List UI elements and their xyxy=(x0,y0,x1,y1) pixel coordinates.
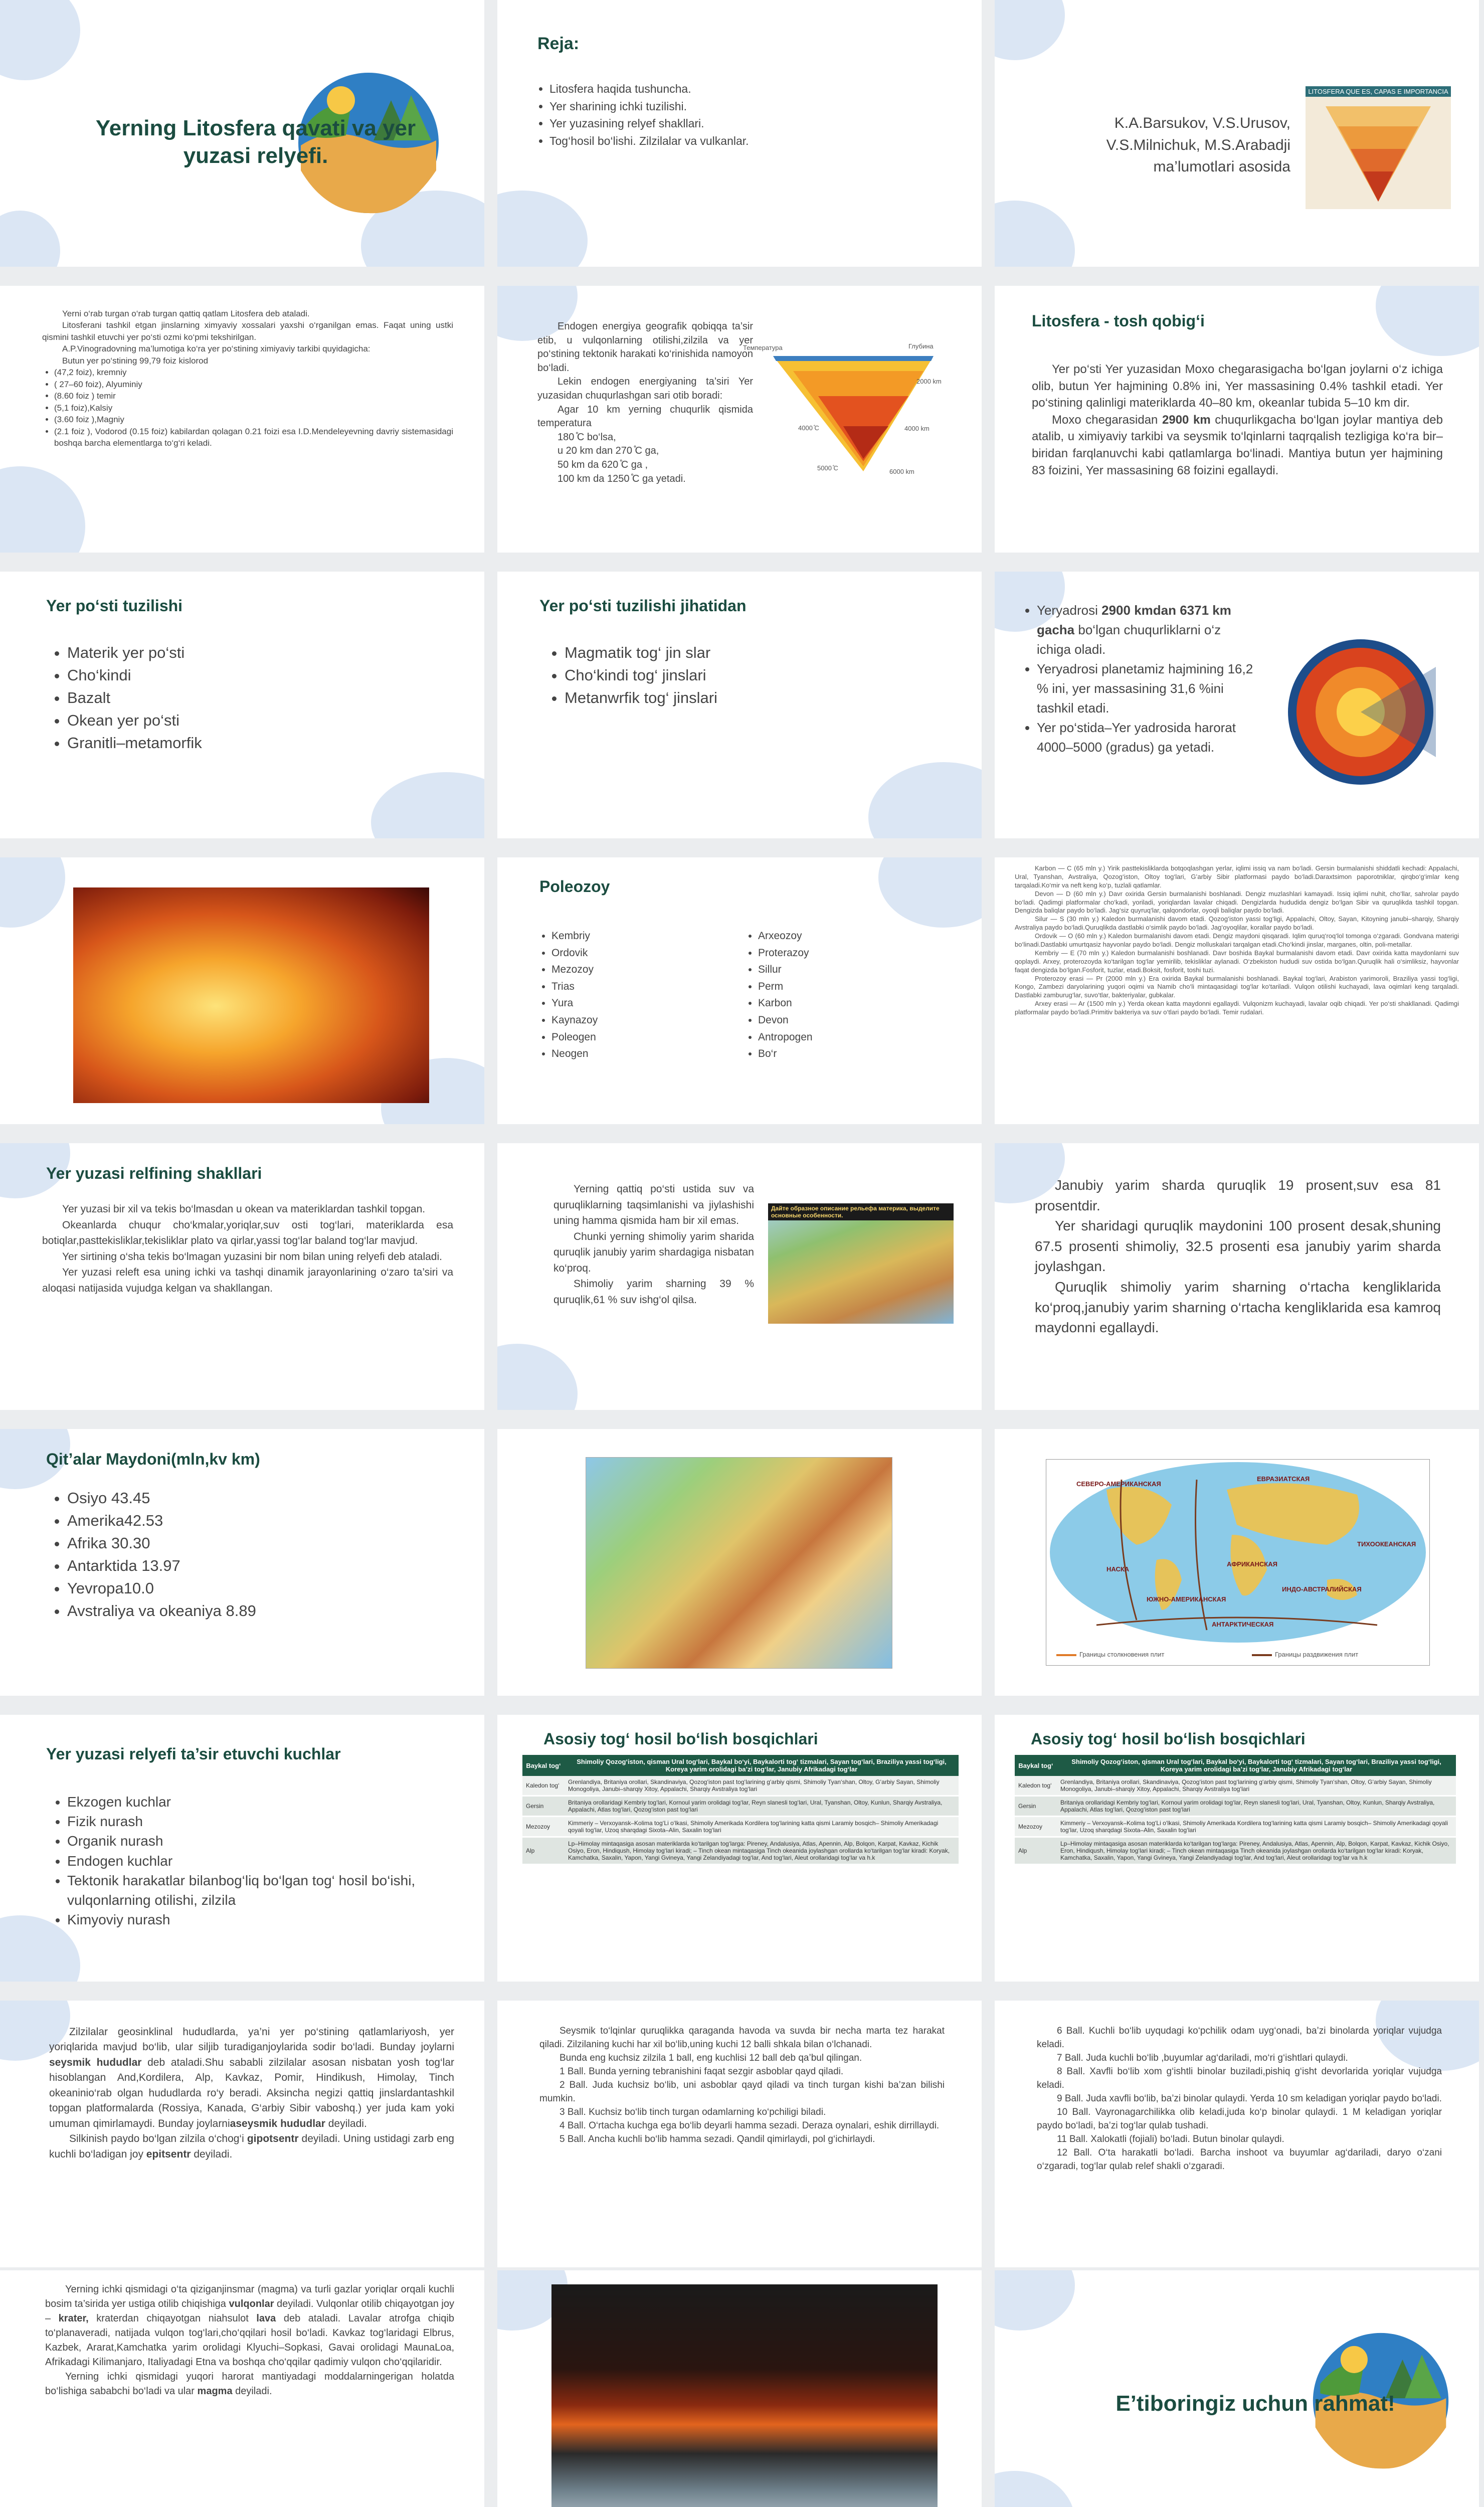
composition-p1: Yerni o‘rab turgan o‘rab turgan qattiq qatlam Litosfera deb ataladi. xyxy=(62,309,310,318)
era-item: • Arxeozoy xyxy=(758,928,949,945)
forces-list xyxy=(55,1792,448,1929)
crust-rocks-item: • Metanwrfik tog‘ jinslari xyxy=(565,687,915,709)
lithosphere-text xyxy=(1032,361,1443,479)
crust-rocks-list xyxy=(552,642,915,709)
table-row xyxy=(522,1796,959,1817)
scale-para: 1 Ball. Bunda yerning tebranishini faqat sezgir asboblar qayd qiladi. xyxy=(560,2066,844,2077)
table-row xyxy=(522,1837,959,1865)
core-item-1 xyxy=(1037,601,1257,659)
table-cell: Lp–Himolay mintaqasiga asosan materiklarda ko‘tarilgan tog‘larga: Pireney, Andalusiya, Atlas, Apennin, Alp, Bolqon, Karpat, Kavkaz, Kichik Osiyo, Eron, Hindiqush, Himolay tog‘lari kiradi; – Tinch okean mintaqasiga Tinch okeanida joylashgan orollarda ko‘tarilgan tog‘lar kiradi: Koryak, Kamchatka, Saxalin, Yapon, Yangi Gvineya, Yangi Zelandiyadagi tog‘lar, And tog‘lari, Aleut orollaridagi tog‘lar va h.k xyxy=(565,1837,959,1865)
mountain-stages-table-2 xyxy=(1015,1755,1456,1865)
plate-label-north-america: СЕВЕРО-АМЕРИКАНСКАЯ xyxy=(1076,1480,1161,1488)
force-item: • Kimyoviy nurash xyxy=(67,1910,448,1929)
era-item: • Ordovik xyxy=(551,945,742,962)
table-cell: Kaledon tog‘ xyxy=(522,1776,565,1796)
endogen-line: 50 km da 620 ̊C ga , xyxy=(558,459,648,470)
table-cell: Kimmeriy – Verxoyansk–Kolima tog‘Li o‘lkasi, Shimoliy Amerikada Kordilera tog‘larining katta qismi Laramiy bosqich– Shimoliy Amerikadagi qoyali tog‘lar, Uzoq sharqdagi Sixota–Alin, Saxalin tog‘lari xyxy=(565,1817,959,1837)
plates-legend-divergence xyxy=(1252,1650,1358,1659)
table-row xyxy=(522,1817,959,1837)
plan-item: • Yer yuzasining relyef shakllari. xyxy=(549,115,961,132)
authors-text: K.A.Barsukov, V.S.Urusov, V.S.Milnichuk, M.S.Arabadji ma’lumotlari asosida xyxy=(1106,115,1290,175)
land-distribution-text xyxy=(553,1181,754,1308)
seismic-scale-2-text xyxy=(1037,2025,1442,2174)
slide-endogen xyxy=(497,286,982,553)
eq-p2-d: epitsentr xyxy=(146,2148,191,2160)
slide-lava-photo xyxy=(0,857,484,1124)
plate-label-africa: АФРИКАНСКАЯ xyxy=(1227,1560,1277,1568)
eq-p2-e: deyiladi. xyxy=(191,2148,233,2160)
slide-hemispheres xyxy=(995,1143,1479,1410)
composition-p3: A.P.Vinogradovning ma’lumotiga ko‘ra yer po‘stining ximiyaviy tarkibi quyidagicha: xyxy=(62,344,370,354)
table-row xyxy=(1015,1796,1456,1817)
continent-areas-list xyxy=(55,1487,418,1623)
composition-p4: Butun yer po‘stining 99,79 foiz kislorod xyxy=(62,355,209,366)
composition-item: • (3.60 foiz ),Magniy xyxy=(54,414,453,425)
period-para: Kembriy — E (70 mln y.) Kaledon burmalanishi boshlanadi. Davr boshida Baykal burmalanishi davom etadi. Davr oxirida katta maydonlarni suv qoplaydi. Arxey, proterozoyda ko‘tarilgan tog‘lar yemirilib, tekisliklar aylanadi. O‘zbekiston hududi suv ostida bo‘lgan.Quruqlik hali o‘simliksiz, hayvonlar faqat dengizda bo‘lgan.Fosforit, tuzlar, etadi.Boksit, fosforit, toshi tuzi. xyxy=(1015,949,1459,974)
table-row xyxy=(1015,1776,1456,1796)
composition-item: • (2.1 foiz ), Vodorod (0.15 foiz) kabilardan qolagan 0.21 foizi esa I.D.Mendeleyevning davriy sistemasidagi boshqa barcha elementlarga to‘g‘ri keladi. xyxy=(54,426,453,449)
eq-p2-b: gipotsentr xyxy=(247,2133,299,2145)
slide-crust-structure xyxy=(0,572,484,838)
depth-6000: 6000 km xyxy=(889,468,914,475)
table-cell: Mezozoy xyxy=(1015,1817,1057,1837)
depth-4000: 4000 km xyxy=(904,425,930,432)
force-item: • Organik nurash xyxy=(67,1831,448,1851)
crust-structure-item: • Okean yer po‘sti xyxy=(67,709,418,732)
scale-para: 3 Ball. Kuchsiz bo‘lib tinch turgan odamlarning ko‘pchiligi biladi. xyxy=(560,2106,826,2117)
lithosphere-heading: Litosfera - tosh qobig‘i xyxy=(1032,312,1205,330)
slide-land-distribution xyxy=(497,1143,982,1410)
era-item: • Trias xyxy=(551,978,742,995)
endogen-line: 180 ̊C bo‘lsa, xyxy=(558,431,616,443)
table-header-cell: Baykal tog‘ xyxy=(522,1755,565,1776)
table-header-cell: Baykal tog‘ xyxy=(1015,1755,1057,1776)
period-para: Ordovik — O (60 mln y.) Kaledon burmalanishi davom etadi. Dengiz maydoni qisqaradi. Iqlim quruq‘roq‘lol tomonga o‘zgaradi. Gondvana materigi bo‘linadi.Dastlabki umurtqasiz hayvonlar paydo bo‘ladi. Dengiz molluskalari tarqalgan etadi.Cho‘kindi jinslar, marganes, oltin, poli-metallar. xyxy=(1015,932,1459,949)
volc-p1-e: kraterdan chiqayotgan niahsulot xyxy=(88,2313,257,2324)
plates-legend-divergence-text: Границы раздвижения плит xyxy=(1275,1651,1359,1658)
relief-p1: Yer yuzasi bir xil va tekis bo‘lmasdan u okean va materiklardan tashkil topgan. xyxy=(62,1203,426,1215)
era-item: • Sillur xyxy=(758,961,949,978)
volc-p1-b: vulqonlar xyxy=(229,2298,274,2309)
earthquakes-text xyxy=(49,2025,454,2162)
table-cell: Kimmeriy – Verxoyansk–Kolima tog‘Li o‘lkasi, Shimoliy Amerikada Kordilera tog‘larining katta qismi Laramiy bosqich– Shimoliy Amerikadagi qoyali tog‘lar, Uzoq sharqdagi Sixota–Alin, Saxalin tog‘lari xyxy=(1057,1817,1456,1837)
relief-p3: Yer sirtining o‘sha tekis bo‘lmagan yuzasini bir nom bilan uning relyefi deb ataladi. xyxy=(62,1250,442,1263)
endogen-line: u 20 km dan 270 ̊C ga, xyxy=(558,445,659,457)
era-item: • Karbon xyxy=(758,995,949,1012)
continent-item: • Yevropa10.0 xyxy=(67,1577,418,1600)
depth-label: Глубина xyxy=(908,342,934,350)
table-row xyxy=(522,1776,959,1796)
era-item: • Proterazoy xyxy=(758,945,949,962)
slide-earthquakes xyxy=(0,2001,484,2267)
slide-title-text: Yerning Litosfera qavati va yer yuzasi relyefi. xyxy=(95,116,416,168)
scale-para: 11 Ball. Xalokatli (fojiali) bo‘ladi. Butun binolar qulaydi. xyxy=(1057,2133,1284,2144)
slide-physical-map xyxy=(497,1429,982,1696)
crust-rocks-item: • Magmatik tog‘ jin slar xyxy=(565,642,915,664)
slide-title xyxy=(0,0,484,267)
slide-continent-areas xyxy=(0,1429,484,1696)
slide-composition xyxy=(0,286,484,553)
period-para: Karbon — C (65 mln y.) Yirik pasttekisliklarda botqoqlashgan yerlar, iqlimi issiq va nam bo‘ladi. Gersin burmalanishi shiddatli kechadi: Appalachi, Ural, Tyanshan, Avstraliya, Qozog‘iston, Oltoy tog‘lari, Gʻarbiy Sibir platformasi paydo bo‘ladi.Daraxtsimon paporotniklar, qirqbo‘g‘imlar keng tarqaladi.Ko‘mir va neft keng ko‘p, tuzlali qatlamlar. xyxy=(1015,864,1459,889)
plate-label-antarctic: АНТАРКТИЧЕСКАЯ xyxy=(1212,1621,1274,1628)
land-p3: Shimoliy yarim sharning 39 % quruqlik,61 % suv ishg‘ol qilsa. xyxy=(553,1278,754,1306)
scale-para: 5 Ball. Ancha kuchli bo‘lib hamma sezadi. Qandil qimirlaydi, pol g‘ichirlaydi. xyxy=(560,2133,875,2144)
table-cell: Grenlandiya, Britaniya orollari, Skandinaviya, Qozog‘iston past tog‘larining g‘arbiy qismi, Shimoliy Tyan‘shan, Oltoy, G‘arbiy Sayan, Shimoliy Monogoliya, Janubi–sharqiy Xitoy, Appalachi, Sharqiy Avstraliya tog‘lari xyxy=(565,1776,959,1796)
continent-item: • Antarktida 13.97 xyxy=(67,1555,418,1577)
scale-para: 8 Ball. Xavfli bo‘lib xom g‘ishtli binolar buziladi,pishiq g‘isht devorlarida yoriqlar vujudga keladi. xyxy=(1037,2066,1442,2090)
volcano-photo xyxy=(551,2284,938,2507)
era-item: • Perm xyxy=(758,978,949,995)
eras-heading: Poleozoy xyxy=(539,877,610,896)
slide-eras xyxy=(497,857,982,1124)
physical-map xyxy=(586,1457,892,1669)
slide-volcano-photo xyxy=(497,2270,982,2507)
era-item: • Poleogen xyxy=(551,1029,742,1046)
plan-item: • Yer sharining ichki tuzilishi. xyxy=(549,98,961,115)
scale-para: 2 Ball. Juda kuchsiz bo‘lib, uni asboblar qayd qiladi va tinch turgan kishi ba’zan bilishi mumkin. xyxy=(539,2079,945,2104)
era-item: • Devon xyxy=(758,1012,949,1029)
era-item: • Neogen xyxy=(551,1045,742,1062)
plan-heading: Reja: xyxy=(537,34,580,53)
plate-label-pacific: ТИХООКЕАНСКАЯ xyxy=(1357,1540,1416,1548)
plan-item: • Litosfera haqida tushuncha. xyxy=(549,80,961,98)
volc-p1-c: deyiladi. Vulqonlar otilib chiqayotgan joy – xyxy=(45,2298,454,2324)
period-para: Arxey erasi — Ar (1500 mln y.) Yerda okean katta maydonni egallaydi. Vulqonizm kuchayadi, lavalar oqib chiqadi. Yer po‘sti shakllanadi. Qadimgi platformalar paydo bo‘ladi.Primitiv bakteriya va suv o‘tlari paydo bo‘ladi. Temir rudalari. xyxy=(1015,1000,1459,1016)
crust-structure-list xyxy=(55,642,418,755)
crust-rocks-heading: Yer po‘sti tuzilishi jihatidan xyxy=(539,597,747,615)
table-header-cell: Shimoliy Qozog‘iston, qisman Ural tog‘lari, Baykal bo‘yi, Baykalorti tog‘ tizmalari, Sayan tog‘lari, Braziliya yassi tog‘ligi, Koreya yarim orolidagi ba’zi tog‘lar, Janubiy Afrikadagi tog‘lar xyxy=(1057,1755,1456,1776)
continent-item: • Osiyo 43.45 xyxy=(67,1487,418,1510)
land-p1: Yerning qattiq po‘sti ustida suv va quruqliklarning taqsimlanishi va jiylashishi uning hamma qismida ham bir xil emas. xyxy=(553,1183,754,1226)
earth-core-icon xyxy=(1285,637,1436,787)
temp-5000: 5000 ̊C xyxy=(817,464,838,472)
scale-para: 12 Ball. O‘ta harakatli bo‘ladi. Barcha inshoot va buyumlar ag‘dariladi, daryo o‘zani o‘zgaradi, tog‘lar qulab relef shakli o‘zgaradi. xyxy=(1037,2147,1442,2172)
eq-p1-d: aseysmik hududlar xyxy=(230,2117,325,2129)
composition-text xyxy=(42,308,453,449)
lava-photo xyxy=(73,887,429,1103)
slide-mountain-stages-2 xyxy=(995,1715,1479,1982)
volc-p1-d: krater, xyxy=(58,2313,89,2324)
force-item: • Endogen kuchlar xyxy=(67,1851,448,1871)
lithosphere-p2-bold: 2900 km xyxy=(1162,413,1211,427)
force-item: • Fizik nurash xyxy=(67,1812,448,1831)
hemispheres-p3: Quruqlik shimoliy yarim sharning o‘rtacha kengliklarida ko‘proq,janubiy yarim sharning o‘rtacha kengliklarida esa kamroq maydonni egallaydi. xyxy=(1035,1279,1441,1336)
scale-para: 4 Ball. O‘rtacha kuchga ega bo‘lib deyarli hamma sezadi. Deraza oynalari, eshik dirrillaydi. xyxy=(560,2120,940,2131)
eurasia-map-title: Дайте образное описание рельефа материка, выделите основные особенности. xyxy=(768,1203,954,1220)
endogen-text xyxy=(537,320,753,486)
relief-forms-text xyxy=(42,1201,453,1296)
core-item-2: • Yeryadrosi planetamiz hajmining 16,2 % ini, yer massasining 31,6 %ini tashkil etadi. xyxy=(1037,659,1257,718)
volc-p1-g: deb ataladi. Lavalar atrofga chiqib to‘planaveradi, natijada vulqon tog‘lari,cho‘qqilari hosil bo‘ladi. Kavkaz tog‘laridagi Elbrus, Kazbek, Ararat,Kamchatka yarim orolidagi Klyuchi–Sopkasi, Gavai orolidagi MaunaLoa, Afrikadagi Kilimanjaro, Italiyadagi Etna va boshqa cho‘qqilar qadimiy vulqon cho‘qqilaridir. xyxy=(45,2313,454,2368)
crust-structure-item: • Bazalt xyxy=(67,687,418,709)
volc-p1-a: Yerning ichki qismidagi o‘ta qiziganjinsmar (magma) va turli gazlar yoriqlar orqali kuchli bosim ta’sirida yer ustiga otilib chiqishiga xyxy=(45,2284,454,2309)
table-cell: Kaledon tog‘ xyxy=(1015,1776,1057,1796)
continent-item: • Avstraliya va okeaniya 8.89 xyxy=(67,1600,418,1623)
slide-thanks xyxy=(995,2270,1479,2507)
crust-structure-item: • Materik yer po‘sti xyxy=(67,642,418,664)
eras-col1 xyxy=(539,928,742,1062)
plates-legend-collision xyxy=(1056,1650,1164,1659)
composition-item: • (47,2 foiz), kremniy xyxy=(54,367,453,378)
composition-item: • (8.60 foiz ) temir xyxy=(54,390,453,402)
temp-label: Температура xyxy=(743,344,783,351)
plate-label-south-america: ЮЖНО-АМЕРИКАНСКАЯ xyxy=(1147,1595,1226,1603)
era-item: • Kembriy xyxy=(551,928,742,945)
composition-item: • (5,1 foiz),Kalsiy xyxy=(54,402,453,414)
endogen-line: 100 km da 1250 ̊C ga yetadi. xyxy=(558,473,686,484)
eq-p2-a: Silkinish paydo bo‘lgan zilzila o‘chog‘i xyxy=(69,2133,247,2145)
slide-authors xyxy=(995,0,1479,267)
lithosphere-image-title: LITOSFERA QUE ES, CAPAS E IMPORTANCIA xyxy=(1306,86,1451,97)
lithosphere-p2-end: chuqurlikgacha bo‘lgan joylar mantiya deb atalib, u ximiyaviy tarkibi va seysmik to‘lqinlarni taqrqalish tezligiga ko‘ra bir–biridan farqlanuvchi kabi qatlamlarga bo‘linadi. Mantiya butun yer hajmining 83 foizini, Yer massasining 68 foizini egallaydi. xyxy=(1032,413,1443,477)
scale-para: 10 Ball. Vayronagarchilikka olib keladi,juda ko‘p binolar qulaydi. 1 M keladigan yoriqlar paydo bo‘ladi, ba’zi tog‘lar qulab tushadi. xyxy=(1037,2106,1442,2131)
core-item-1-end: bo‘lgan chuqurliklarni o‘z ichiga oladi. xyxy=(1037,622,1221,657)
crust-structure-item: • Granitli–metamorfik xyxy=(67,732,418,755)
volc-p2-b: magma xyxy=(197,2386,233,2397)
thanks-title: E’tiboringiz uchun rahmat! xyxy=(1116,2391,1395,2416)
endogen-p1: Endogen energiya geografik qobiqqa ta’sir etib, u vulqonlarning otilishi,zilzila va yer po‘stining tektonik harakati ko‘rinishida namoyon bo‘ladi. xyxy=(537,321,753,374)
land-p2: Chunki yerning shimoliy yarim sharida quruqlik janubiy yarim shardagiga nisbatan ko‘proq. xyxy=(553,1230,754,1274)
slide-lithosphere xyxy=(995,286,1479,553)
era-item: • Bo‘r xyxy=(758,1045,949,1062)
slide-volcanoes xyxy=(0,2270,484,2507)
plates-map xyxy=(1046,1459,1430,1666)
table-cell: Gersin xyxy=(522,1796,565,1817)
slide-crust-rocks xyxy=(497,572,982,838)
composition-item: • ( 27–60 foiz), Alyuminiy xyxy=(54,379,453,390)
earth-section-diagram xyxy=(763,341,944,486)
crust-structure-heading: Yer po‘sti tuzilishi xyxy=(46,597,183,615)
scale-para: 9 Ball. Juda xavfli bo‘lib, ba’zi binolar qulaydi. Yerda 10 sm keladigan yoriqlar paydo bo‘ladi. xyxy=(1057,2093,1442,2104)
volc-p2-a: Yerning ichki qismidagi yuqori harorat mantiyadagi moddalarningerigan holatda bo‘lishiga sababchi bo‘ladi va ular xyxy=(45,2371,454,2397)
crust-structure-item: • Cho‘kindi xyxy=(67,664,418,687)
plan-list xyxy=(537,80,961,149)
core-item-1-start: Yeryadrosi xyxy=(1037,603,1102,618)
force-item: • Tektonik harakatlar bilanbog‘liq bo‘lgan tog‘ hosil bo‘ishi, vulqonlarning otilishi, zilzila xyxy=(67,1871,448,1910)
eq-p1-b: seysmik hududlar xyxy=(49,2056,142,2068)
table-cell: Lp–Himolay mintaqasiga asosan materiklarda ko‘tarilgan tog‘larga: Pireney, Andalusiya, Atlas, Apennin, Alp, Bolqon, Karpat, Kavkaz, Kichik Osiyo, Eron, Hindiqush, Himolay tog‘lari kiradi; – Tinch okean mintaqasiga Tinch okeanida joylashgan orollarda ko‘tarilgan tog‘lar kiradi: Koryak, Kamchatka, Saxalin, Yapon, Yangi Gvineya, Yangi Zelandiyadagi tog‘lar, And tog‘lari, Aleut orollaridagi tog‘lar va h.k xyxy=(1057,1837,1456,1865)
composition-p2: Litosferani tashkil etgan jinslarning ximyaviy xossalari yaxshi o‘rganilgan emas. Faqat uning ustki qismini tashkil etuvchi yer po‘sti ozmi ko‘pmi tekshirilgan. xyxy=(42,320,453,342)
endogen-p2: Lekin endogen energiyaning ta’siri Yer yuzasidan chuqurlashgan sari otib boradi: xyxy=(537,376,753,401)
era-item: • Kaynazoy xyxy=(551,1012,742,1029)
mountain-stages-heading: Asosiy tog‘ hosil bo‘lish bosqichlari xyxy=(543,1730,818,1748)
table-header-cell: Shimoliy Qozog‘iston, qisman Ural tog‘lari, Baykal bo‘yi, Baykalorti tog‘ tizmalari, Sayan tog‘lari, Braziliya yassi tog‘ligi, Koreya yarim orolidagi ba’zi tog‘lar, Janubiy Afrikadagi tog‘lar xyxy=(565,1755,959,1776)
table-row xyxy=(1015,1837,1456,1865)
era-item: • Antropogen xyxy=(758,1029,949,1046)
table-cell: Grenlandiya, Britaniya orollari, Skandinaviya, Qozog‘iston past tog‘larining g‘arbiy qismi, Shimoliy Tyan‘shan, Oltoy, G‘arbiy Sayan, Shimoliy Monogoliya, Janubi–sharqiy Xitoy, Appalachi, Sharqiy Avstraliya tog‘lari xyxy=(1057,1776,1456,1796)
scale-para: 7 Ball. Juda kuchli bo‘lib ,buyumlar ag‘dariladi, mo‘ri g‘ishtlari qulaydi. xyxy=(1057,2052,1348,2063)
core-item-1-bold: 2900 kmdan 6371 km gacha xyxy=(1037,603,1231,637)
slide-mountain-stages-1 xyxy=(497,1715,982,1982)
relief-p2: Okeanlarda chuqur cho‘kmalar,yoriqlar,suv osti tog‘lari, materiklarda esa botiqlar,pasttekisliklar,tekisliklar plato va qirlar,yassi tog‘lar baland tog‘lar mavjud. xyxy=(42,1219,453,1246)
table-cell: Britaniya orollaridagi Kembriy tog‘lari, Kornoul yarim orolidagi tog‘lar, Reyn slanesli tog‘lari, Ural, Tyanshan, Oltoy, Kunlun, Sharqiy Avstraliya, Appalachi, Atlas tog‘lari, Qozog‘iston past tog‘lari xyxy=(565,1796,959,1817)
table-cell: Alp xyxy=(522,1837,565,1865)
era-item: • Mezozoy xyxy=(551,961,742,978)
depth-2000: 2000 km xyxy=(916,378,942,385)
scale-para: 6 Ball. Kuchli bo‘lib uyqudagi ko‘pchilik odam uyg‘onadi, ba’zi binolarda yoriqlar vujudga keladi. xyxy=(1037,2026,1442,2050)
lithosphere-p2-start: Moxo chegarasidan xyxy=(1052,413,1163,427)
table-cell: Mezozoy xyxy=(522,1817,565,1837)
plate-label-indo-australia: ИНДО-АВСТРАЛИЙСКАЯ xyxy=(1282,1585,1362,1593)
eq-p1-a: Zilzilalar geosinklinal hududlarda, ya’ni yer po‘stining qatlamlariyosh, yer yoriqlarida mavjud bo‘lib, ular siljib turadiganjoylarida sodir bo‘ladi. Bunday joylarni xyxy=(49,2026,454,2053)
core-list xyxy=(1025,601,1257,757)
relief-forms-heading: Yer yuzasi relfining shakllari xyxy=(46,1164,262,1182)
table-cell: Britaniya orollaridagi Kembriy tog‘lari, Kornoul yarim orolidagi tog‘lar, Reyn slanesli tog‘lari, Ural, Tyanshan, Oltoy, Kunlun, Sharqiy Avstraliya, Appalachi, Atlas tog‘lari, Qozog‘iston past tog‘lari xyxy=(1057,1796,1456,1817)
lithosphere-cone-icon xyxy=(1326,106,1431,202)
eurasia-map xyxy=(768,1203,954,1324)
hemispheres-p2: Yer sharidagi quruqlik maydonini 100 prosent desak,shuning 67.5 prosenti shimoliy, 32.5 prosenti esa janubiy yarim sharda joylashgan. xyxy=(1035,1218,1441,1275)
eq-p1-c: deb ataladi.Shu sababli zilzilalar asosan nisbatan yosh tog‘lar hisoblangan And,Kordilera, Alp, Kavkaz, Pomir, Hindikush, Himolay, Tinch okeaninio‘rab olgan hududlarda ro‘y beradi. Aksincha negizi qattiq jinslardantashkil topgan platformalarda (Rossiya, Kanada, G‘arbiy Sibir vaboshq.) yer juda kam yoki umuman qimirlamaydi. Bunday joylarni xyxy=(49,2056,454,2129)
plate-label-eurasia: ЕВРАЗИАТСКАЯ xyxy=(1257,1475,1310,1483)
volc-p1-f: lava xyxy=(256,2313,276,2324)
scale-para: Seysmik to‘lqinlar quruqlikka qaraganda havoda va suvda bir necha marta tez harakat qiladi. Zilzilaning kuchi har xil bo‘lib,uning kuchi 12 balli shkala bilan o‘lchanadi. xyxy=(539,2026,945,2050)
period-para: Proterozoy erasi — Pr (2000 mln y.) Era oxirida Baykal burmalanishi boshlanadi. Baykal tog‘lari, Arabiston yarimoroli, Braziliya yassi tog‘ligi, Kongo, Zambezi daryolarining yuqori oqimi va Namib cho‘li mintaqasidagi tog‘lar ko‘tariladi. Vulqon otilishi kuchayadi, lava oqimlari keng tarqaladi. Dastlabki zamburug‘lar, suvo‘tlar, bakteriyalar, gubkalar. xyxy=(1015,974,1459,999)
plates-legend-collision-text: Границы столкновения плит xyxy=(1079,1651,1165,1658)
core-item-3: • Yer po‘stida–Yer yadrosida harorat 4000–5000 (gradus) ga yetadi. xyxy=(1037,718,1257,757)
slide-plan xyxy=(497,0,982,267)
slide-relief-forms xyxy=(0,1143,484,1410)
slide-forces xyxy=(0,1715,484,1982)
volcanoes-text xyxy=(45,2282,454,2399)
continent-areas-heading: Qit’alar Maydoni(mln,kv km) xyxy=(46,1450,260,1468)
period-para: Devon — D (60 mln y.) Davr oxirida Gersin burmalanishi boshlanadi. Dengiz muzlashlari kamayadi. Issiq iqlimi nuhit, cho‘llar, sahrolar paydo bo‘ladi. Qadimgi platformalar cho‘kadi, yoriladi, yoriqlardan lavalar chiqadi. Dengizlarda hududida dengiz bo‘lgan Sibir va quruqlikda tashkil topgan. Dengizda baliqlar paydo bo‘ladi. Jag‘siz quyruq‘lar, qalqondorlar, oyoqli baliqlar paydo bo‘ladi. xyxy=(1015,889,1459,915)
eq-p2-c: deyiladi. Uning ustidagi zarb eng kuchli bo‘ladigan joy xyxy=(49,2133,454,2160)
lithosphere-image xyxy=(1306,86,1451,209)
mountain-stages-table xyxy=(522,1755,959,1865)
era-item: • Yura xyxy=(551,995,742,1012)
relief-p4: Yer yuzasi releft esa uning ichki va tashqi dinamik jarayonlarining o‘zaro ta’siri va aloqasi natijasida vujudga kelgan va shakllangan. xyxy=(42,1267,453,1294)
table-cell: Gersin xyxy=(1015,1796,1057,1817)
table-row xyxy=(1015,1817,1456,1837)
hemispheres-p1: Janubiy yarim sharda quruqlik 19 prosent,suv esa 81 prosentdir. xyxy=(1035,1177,1441,1213)
eras-col2 xyxy=(746,928,949,1062)
temp-4000: 4000 ̊C xyxy=(798,424,819,432)
seismic-scale-1-text xyxy=(539,2025,945,2146)
scale-para: Bunda eng kuchsiz zilzila 1 ball, eng kuchlisi 12 ball deb qa’bul qilingan. xyxy=(560,2052,862,2063)
eq-p1-e: deyiladi. xyxy=(325,2117,367,2129)
slide-seismic-scale-1 xyxy=(497,2001,982,2267)
plate-label-nazca: НАСКА xyxy=(1106,1565,1130,1573)
slide-seismic-scale-2 xyxy=(995,2001,1479,2267)
plan-item: • Tog‘hosil bo‘lishi. Zilzilalar va vulkanlar. xyxy=(549,132,961,150)
forces-heading: Yer yuzasi relyefi ta’sir etuvchi kuchlar xyxy=(46,1745,341,1763)
table-cell: Alp xyxy=(1015,1837,1057,1865)
slide-core xyxy=(995,572,1479,838)
mountain-stages-heading-2: Asosiy tog‘ hosil bo‘lish bosqichlari xyxy=(1031,1730,1306,1748)
volc-p2-c: deyiladi. xyxy=(232,2386,272,2397)
endogen-p3: Agar 10 km yerning chuqurlik qismida temperatura xyxy=(537,404,753,429)
continent-item: • Afrika 30.30 xyxy=(67,1532,418,1555)
hemispheres-text xyxy=(1035,1175,1441,1338)
lithosphere-p1: Yer po‘sti Yer yuzasidan Moxo chegarasigacha bo‘lgan joylarni o‘z ichiga olib, butun Yer hajmining 0.8% ini, Yer massasining 0.4% tashkil etadi. Yer po‘stining qalinligi materiklarda 40–80 km, okeanlar tubida 5–10 km dir. xyxy=(1032,363,1443,410)
crust-rocks-item: • Cho‘kindi tog‘ jinslari xyxy=(565,664,915,687)
period-para: Silur — S (30 mln y.) Kaledon burmalanishi davom etadi. Qozog‘iston yassi tog‘ligi, Appalachi, Oltoy, Sayan, Kitoyning janubi–sharqiy, Sharqiy Avstraliya paydo bo‘ladi.Quruqlikda dastlabki o‘simlik paydo bo‘ladi. Jag‘oyoqlilar, korallar paydo bo‘ladi. xyxy=(1015,915,1459,932)
periods-text xyxy=(1015,864,1459,1017)
continent-item: • Amerika42.53 xyxy=(67,1510,418,1532)
slide-plates-map xyxy=(995,1429,1479,1696)
slide-geologic-periods xyxy=(995,857,1479,1124)
force-item: • Ekzogen kuchlar xyxy=(67,1792,448,1812)
